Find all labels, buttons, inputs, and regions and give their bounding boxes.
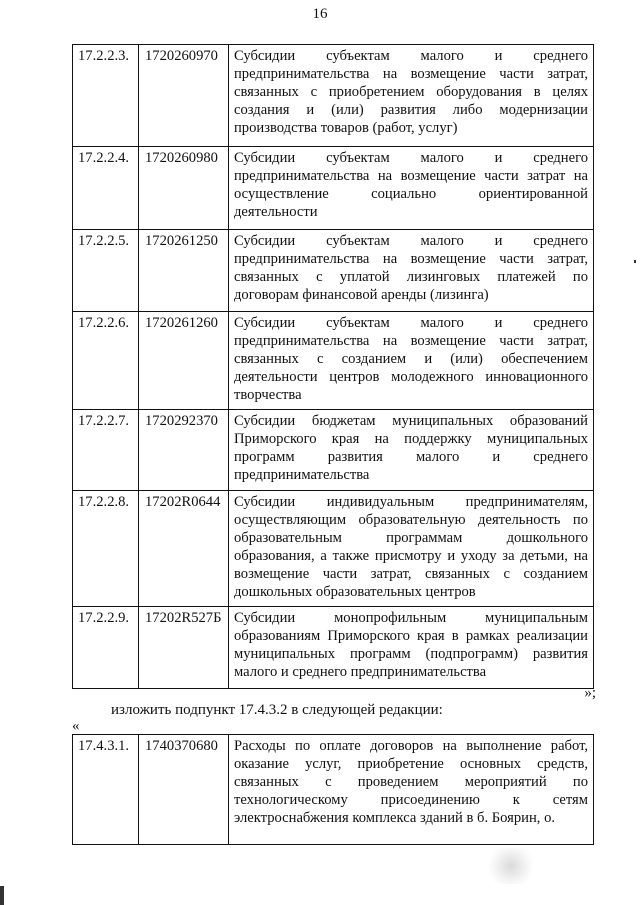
- budget-code-cell: 1720261250: [139, 230, 229, 312]
- table-row: [73, 230, 594, 312]
- description-cell: Субсидии субъектам малого и среднего предпринимательства на возмещение части затрат, связанных с приобретением оборудования в целях создания и (или) развития либо модернизации производства товаров (работ, услуг): [229, 45, 594, 147]
- closing-quote: »;: [584, 685, 596, 701]
- budget-code-cell: 1720261260: [139, 312, 229, 410]
- stamp-smudge: [486, 848, 536, 884]
- item-number-cell: 17.2.2.8.: [73, 491, 139, 607]
- item-number-cell: 17.2.2.5.: [73, 230, 139, 312]
- table-row: [73, 147, 594, 230]
- amended-codes-table: [72, 734, 594, 845]
- scan-speck: [634, 260, 636, 263]
- table-row: [73, 45, 594, 147]
- table-row: [73, 607, 594, 689]
- budget-code-cell: 1740370680: [139, 735, 229, 845]
- description-cell: Субсидии индивидуальным предпринимателям, осуществляющим образовательную деятельность по образовательным программам дошкольного образования, а также присмотру и уходу за детьми, на возмещение части затрат, связанных с созданием дошкольных образовательных центров: [229, 491, 594, 607]
- budget-code-cell: 1720260970: [139, 45, 229, 147]
- description-cell: Расходы по оплате договоров на выполнение работ, оказание услуг, приобретение основных средств, связанных с проведением мероприятий по технологическому присоединению к сетям электроснабжения комплекса зданий в б. Боярин, о.: [229, 735, 594, 845]
- description-cell: Субсидии субъектам малого и среднего предпринимательства на возмещение части затрат, связанных с уплатой лизинговых платежей по договорам финансовой аренды (лизинга): [229, 230, 594, 312]
- scan-speck: [0, 886, 4, 905]
- item-number-cell: 17.2.2.9.: [73, 607, 139, 689]
- page-number: 16: [312, 6, 328, 22]
- table-row: [73, 491, 594, 607]
- table-row: [73, 410, 594, 491]
- budget-code-cell: 17202R527Б: [139, 607, 229, 689]
- description-cell: Субсидии бюджетам муниципальных образований Приморского края на поддержку муниципальных программ развития малого и среднего предпринимательства: [229, 410, 594, 491]
- description-cell: Субсидии субъектам малого и среднего предпринимательства на возмещение части затрат, связанных с созданием и (или) обеспечением деятельности центров молодежного инновационного творчества: [229, 312, 594, 410]
- item-number-cell: 17.2.2.3.: [73, 45, 139, 147]
- opening-quote: «: [72, 718, 80, 734]
- item-number-cell: 17.4.3.1.: [73, 735, 139, 845]
- table-row: [73, 735, 594, 845]
- budget-codes-table: [72, 44, 594, 689]
- amendment-instruction: изложить подпункт 17.4.3.2 в следующей редакции:: [111, 702, 443, 718]
- item-number-cell: 17.2.2.6.: [73, 312, 139, 410]
- budget-code-cell: 1720292370: [139, 410, 229, 491]
- table-row: [73, 312, 594, 410]
- budget-code-cell: 17202R0644: [139, 491, 229, 607]
- item-number-cell: 17.2.2.7.: [73, 410, 139, 491]
- item-number-cell: 17.2.2.4.: [73, 147, 139, 230]
- description-cell: Субсидии субъектам малого и среднего предпринимательства на возмещение части затрат на осуществление социально ориентированной деятельности: [229, 147, 594, 230]
- description-cell: Субсидии монопрофильным муниципальным образованиям Приморского края в рамках реализации муниципальных программ (подпрограмм) развития малого и среднего предпринимательства: [229, 607, 594, 689]
- budget-code-cell: 1720260980: [139, 147, 229, 230]
